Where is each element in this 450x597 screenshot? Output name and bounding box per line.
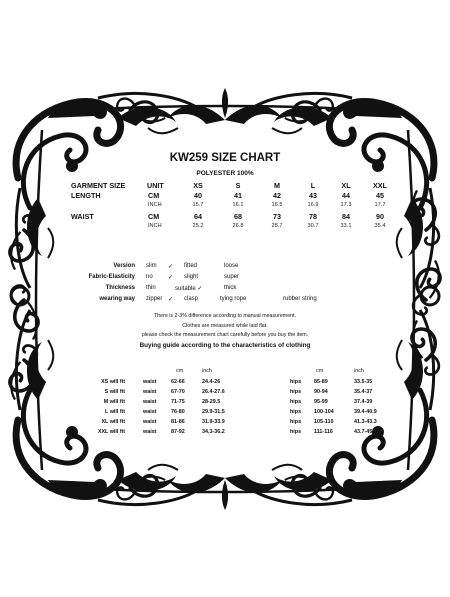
guide-waist-inch: 34.3-36.2 <box>202 429 225 435</box>
size-header-l: L <box>310 181 316 190</box>
guide-hips-label: hips <box>290 399 302 405</box>
guide-waist-inch: 29.9-31.5 <box>202 409 225 415</box>
guide-hips-cm: 85-89 <box>314 379 328 385</box>
spec-option: loose <box>224 263 239 269</box>
guide-waist-cm: 67-70 <box>171 389 185 395</box>
spec-option: suitable ✓ <box>175 286 203 292</box>
guide-hips-inch: 41.3-43.3 <box>354 419 377 425</box>
guide-waist-cm: 87-92 <box>171 429 185 435</box>
spec-option: thick <box>224 285 237 291</box>
guide-unit-inch: inch <box>202 368 212 374</box>
guide-fit-label: XXL will fit <box>97 429 125 435</box>
guide-fit-label: L will fit <box>105 409 125 415</box>
spec-option: super <box>224 274 240 280</box>
chart-subtitle: POLYESTER 100% <box>196 170 254 177</box>
guide-waist-label: waist <box>143 419 157 425</box>
guide-hips-label: hips <box>290 429 302 435</box>
guide-hips-inch: 37.4-39 <box>354 399 373 405</box>
guide-hips-cm: 105-110 <box>314 419 334 425</box>
waist-unit-inch: INCH <box>148 223 162 229</box>
guide-waist-inch: 28-29.5 <box>202 399 221 405</box>
waist-cm-value: 73 <box>273 212 281 221</box>
length-unit-cm: CM <box>148 191 160 200</box>
spec-option: slim <box>146 263 157 269</box>
length-cm-value: 43 <box>309 191 317 200</box>
size-header-m: M <box>274 181 280 190</box>
length-label: LENGTH <box>71 191 101 200</box>
note-check-chart: please check the measurement chart carefully before you buy the item. <box>141 332 309 338</box>
waist-cm-value: 84 <box>342 212 350 221</box>
guide-waist-inch: 26.4-27.6 <box>202 389 225 395</box>
guide-waist-label: waist <box>143 429 157 435</box>
length-inch-value: 16.9 <box>307 202 319 208</box>
length-inch-value: 17.7 <box>374 202 386 208</box>
spec-option: thin <box>146 285 156 291</box>
waist-unit-cm: CM <box>148 212 160 221</box>
guide-unit-cm: cm <box>176 368 184 374</box>
check-mark: ✓ <box>168 297 174 303</box>
length-cm-value: 45 <box>376 191 384 200</box>
spec-option: fitted <box>184 263 198 269</box>
length-inch-value: 16.5 <box>271 202 283 208</box>
guide-hips-inch: 33.5-35 <box>354 379 373 385</box>
spec-label-thickness: Thickness <box>105 285 135 291</box>
guide-waist-inch: 31.9-33.9 <box>202 419 225 425</box>
spec-label-wearing-way: wearing way <box>99 296 135 302</box>
guide-hips-label: hips <box>290 389 302 395</box>
unit-header: UNIT <box>147 181 164 190</box>
note-difference: There is 2-3% difference according to manual measurement. <box>153 313 297 319</box>
waist-cm-value: 64 <box>194 212 202 221</box>
guide-waist-label: waist <box>143 389 157 395</box>
garment-size-header: GARMENT SIZE <box>71 181 126 190</box>
spec-option: no <box>146 274 153 280</box>
chart-title: KW259 SIZE CHART <box>169 152 281 164</box>
length-inch-value: 16.1 <box>232 202 244 208</box>
guide-waist-cm: 81-86 <box>171 419 185 425</box>
guide-hips-label: hips <box>290 379 302 385</box>
guide-waist-label: waist <box>143 399 157 405</box>
guide-unit-inch: inch <box>354 368 364 374</box>
guide-fit-label: M will fit <box>103 399 125 405</box>
guide-waist-label: waist <box>143 409 157 415</box>
guide-hips-inch: 39.4-40.9 <box>354 409 377 415</box>
guide-waist-cm: 62-66 <box>171 379 185 385</box>
length-cm-value: 40 <box>194 191 202 200</box>
waist-inch-value: 26.8 <box>232 223 244 229</box>
length-cm-value: 42 <box>273 191 281 200</box>
length-cm-value: 41 <box>234 191 242 200</box>
length-cm-value: 44 <box>342 191 350 200</box>
length-inch-value: 15.7 <box>192 202 204 208</box>
size-header-xs: XS <box>193 181 203 190</box>
buying-guide-title: Buying guide according to the characteristics of clothing <box>139 342 311 349</box>
guide-waist-cm: 76-80 <box>171 409 185 415</box>
spec-option: rubber string <box>283 296 317 302</box>
guide-hips-cm: 90-94 <box>314 389 328 395</box>
length-unit-inch: INCH <box>148 202 162 208</box>
waist-inch-value: 30.7 <box>307 223 319 229</box>
spec-option: clasp <box>184 296 199 302</box>
guide-waist-inch: 24.4-26 <box>202 379 221 385</box>
check-mark: ✓ <box>168 264 174 270</box>
waist-cm-value: 90 <box>376 212 384 221</box>
guide-fit-label: XS will fit <box>101 379 125 385</box>
guide-waist-cm: 71-75 <box>171 399 185 405</box>
spec-option: tying rope <box>220 296 247 302</box>
check-mark: ✓ <box>168 275 174 281</box>
size-header-xl: XL <box>341 181 351 190</box>
length-inch-value: 17.3 <box>340 202 352 208</box>
spec-option: zipper <box>146 296 163 302</box>
guide-waist-label: waist <box>143 379 157 385</box>
guide-hips-inch: 43.7-45.7 <box>354 429 377 435</box>
waist-inch-value: 33.1 <box>340 223 352 229</box>
guide-hips-cm: 95-99 <box>314 399 328 405</box>
guide-hips-cm: 100-104 <box>314 409 334 415</box>
waist-cm-value: 78 <box>309 212 317 221</box>
note-laid-flat: Clothes are measured while laid flat. <box>182 323 268 329</box>
guide-hips-label: hips <box>290 409 302 415</box>
size-header-s: S <box>235 181 241 190</box>
guide-hips-label: hips <box>290 419 302 425</box>
guide-hips-inch: 35.4-37 <box>354 389 373 395</box>
spec-option: slight <box>184 274 199 280</box>
size-header-xxl: XXL <box>373 181 387 190</box>
waist-inch-value: 28.7 <box>271 223 283 229</box>
guide-hips-cm: 111-116 <box>314 429 333 435</box>
waist-inch-value: 35.4 <box>374 223 386 229</box>
guide-fit-label: S will fit <box>104 389 125 395</box>
waist-label: WAIST <box>71 212 94 221</box>
guide-fit-label: XL will fit <box>101 419 125 425</box>
guide-unit-cm: cm <box>316 368 324 374</box>
spec-label-elasticity: Fabric-Elasticity <box>88 274 135 280</box>
spec-label-version: Version <box>113 263 135 269</box>
waist-inch-value: 25.2 <box>192 223 204 229</box>
waist-cm-value: 68 <box>234 212 242 221</box>
